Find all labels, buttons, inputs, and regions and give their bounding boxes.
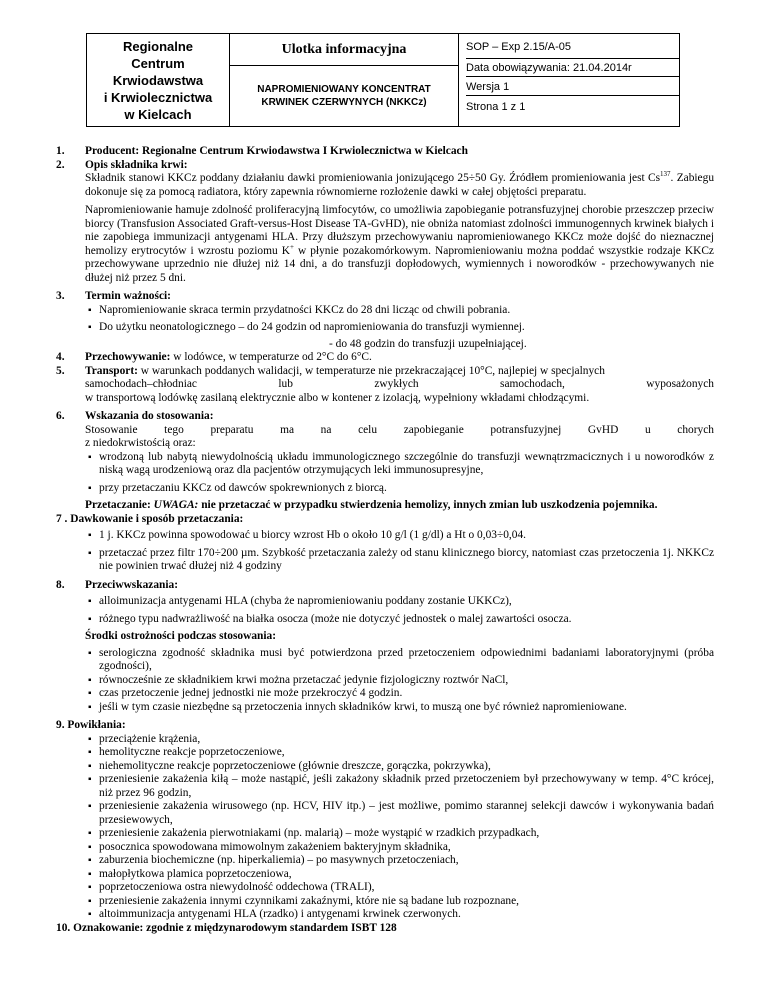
document-body bbox=[56, 145, 714, 935]
list-item: ▪ Napromieniowanie skraca termin przydatności KKCz do 28 dni licząc od chwili pobrania. bbox=[56, 304, 714, 318]
section-title: Termin ważności: bbox=[85, 290, 171, 302]
section-transport: 5. Transport: w warunkach poddanych walidacji, w temperaturze nie przekraczającej 10°C, najlepiej w specjalnych bbox=[56, 364, 605, 377]
section-title: Powikłania: bbox=[67, 719, 126, 731]
list-item: ▪ przeniesienie zakażenia wirusowego (np. HCV, HIV itp.) – jest możliwe, pomimo starannej selekcji dawców i wykonywania badań przesiewowych, bbox=[56, 800, 714, 827]
subsection-title: Środki ostrożności podczas stosowania: bbox=[85, 630, 277, 642]
list-item: ▪ różnego typu nadwrażliwość na białka osocza (może nie dotyczyć jednostek o malej zawartości osocza. bbox=[56, 613, 714, 627]
justified-line: Stosowanie tego preparatu ma na celu zapobieganie potransfuzyjnej GvHD u chorych bbox=[85, 423, 714, 436]
bullet-list bbox=[56, 647, 714, 715]
org-line: Regionalne bbox=[122, 38, 194, 54]
list-item: ▪ przy przetaczaniu KKCz od dawców spokrewnionych z biorcą. bbox=[56, 482, 714, 496]
organization-cell bbox=[87, 34, 230, 126]
section-title: Oznakowanie: zgodnie z międzynarodowym standardem ISBT 128 bbox=[73, 921, 397, 934]
document-header bbox=[86, 33, 680, 127]
bullet-list bbox=[56, 529, 714, 574]
justified-line: samochodach–chłodniac lub zwykłych samochodach, wyposażonych bbox=[85, 378, 714, 390]
divider bbox=[466, 95, 679, 96]
product-line: NAPROMIENIOWANY KONCENTRAT bbox=[257, 84, 431, 95]
section-labeling: 10. Oznakowanie: zgodnie z międzynarodowym standardem ISBT 128 bbox=[56, 921, 397, 934]
org-line: Krwiodawstwa bbox=[112, 72, 204, 88]
list-item: ▪ wrodzoną lub nabytą niewydolnością układu immunologicznego szczególnie do transfuzji wewnątrzmacicznych i u noworodków z niską wagą urodzeniową oraz dla pacjentów otrzymujących leki immunosupresyjne, bbox=[56, 451, 714, 478]
list-item: ▪ poprzetoczeniowa ostra niewydolność oddechowa (TRALI), bbox=[56, 881, 714, 895]
list-item: ▪ serologiczna zgodność składnika musi być potwierdzona przed przetoczeniem odpowiednimi badaniami laboratoryjnymi (próba zgodności), bbox=[56, 647, 714, 674]
list-item: ▪ małopłytkowa plamica poprzetoczeniowa, bbox=[56, 868, 714, 882]
list-item: ▪ przeciążenie krążenia, bbox=[56, 733, 714, 747]
product-line: KRWINEK CZERWYNYCH (NKKCz) bbox=[261, 97, 427, 108]
section-description: 2. Opis składnika krwi: bbox=[56, 158, 188, 171]
paragraph: w transportową lodówkę zasilaną elektrycznie albo w kontener z izolacją, wypełniony wkładami chłodzącymi. bbox=[85, 391, 590, 404]
paragraph: Napromieniowanie hamuje zdolność proliferacyjną limfocytów, co umożliwia zapobieganie potransfuzyjnej chorobie przeszczep przeciw biorcy (Transfusion Associated Graft-versus-Host Disease TA-GvHD), nie obniża natomiast zdolności immunogennych krwinek białych i nie zapobiega immunizacji antygenami HLA. Przy dłuższym przechowywaniu napromieniowanego KKCz może dojść do nieznacznej hemolizy erytrocytów i wzrostu poziomu K+ w płynie pozakomórkowym. Napromieniowaniu można poddać wszystkie rodzaje KKCz przechowywane uprzednio nie dłużej niż 14 dni, a do transfuzji dopłodowych, wymiennych i noworodków - przechowywanych nie dłużej niż przez 5 dni. bbox=[85, 204, 714, 284]
list-item: ▪ przeniesienie zakażenia innymi czynnikami zakaźnymi, które nie są badane lub rozpoznane, bbox=[56, 895, 714, 909]
section-title: Przeciwwskazania: bbox=[85, 578, 178, 591]
list-item: ▪ alloimunizacja antygenami HLA (chyba że napromieniowaniu poddany zostanie UKKCz), bbox=[56, 595, 714, 609]
section-producer: 1. Producent: Regionalne Centrum Krwiodawstwa I Krwiolecznictwa w Kielcach bbox=[56, 145, 468, 157]
version: Wersja 1 bbox=[466, 81, 510, 93]
list-item: ▪ niehemolityczne reakcje poprzetoczeniowe (głównie dreszcze, gorączka, pokrzywka), bbox=[56, 760, 714, 774]
org-line: w Kielcach bbox=[124, 106, 192, 122]
list-item: ▪ czas przetoczenie jednej jednostki nie może przekroczyć 4 godzin. bbox=[56, 687, 714, 701]
paragraph: Składnik stanowi KKCz poddany działaniu dawki promieniowania jonizującego 25÷50 Gy. Źródłem promieniowania jest Cs$^{137}$. Zabiegu dokonuje się za pomocą radiatora, który zapewnia równomierne rozłożenie dawki w całej objętości preparatu. bbox=[85, 170, 715, 198]
section-storage: 4. Przechowywanie: w lodówce, w temperaturze od 2°C do 6°C. bbox=[56, 351, 372, 363]
section-complications: 9. Powikłania: bbox=[56, 719, 126, 731]
list-item: ▪ równocześnie ze składnikiem krwi można przetaczać jedynie fizjologiczny roztwór NaCl, bbox=[56, 674, 714, 688]
divider bbox=[466, 58, 679, 59]
list-item: ▪ altoimmunizacja antygenami HLA (rzadko) i antygenami krwinek czerwonych. bbox=[56, 908, 714, 922]
list-item: ▪ posocznica spowodowana mimowolnym zakażeniem bakteryjnym składnika, bbox=[56, 841, 714, 855]
list-continuation: - do 48 godzin do transfuzji uzupełniającej. bbox=[329, 337, 527, 350]
list-item: ▪ jeśli w tym czasie niezbędne są przetoczenia innych składników krwi, to muszą one być również napromieniowane. bbox=[56, 701, 714, 715]
list-item: ▪ hemolityczne reakcje poprzetoczeniowe, bbox=[56, 746, 714, 760]
section-expiry: 3. Termin ważności: bbox=[56, 290, 171, 302]
list-item: ▪ zaburzenia biochemiczne (np. hiperkaliemia) – po masywnych przetoczeniach, bbox=[56, 854, 714, 868]
meta-cell bbox=[459, 34, 679, 126]
validity-date: Data obowiązywania: 21.04.2014r bbox=[466, 62, 632, 74]
org-line: Centrum bbox=[131, 55, 185, 71]
org-line: i Krwiolecznictwa bbox=[103, 89, 213, 105]
document-title: Ulotka informacyjna bbox=[230, 34, 458, 66]
list-item: ▪ przeniesienie zakażenia pierwotniakami (np. malarią) – może wystąpić w rzadkich przypadkach, bbox=[56, 827, 714, 841]
list-item: ▪ 1 j. KKCz powinna spowodować u biorcy wzrost Hb o około 10 g/l (1 g/dl) a Ht o 0,03÷0,04. bbox=[56, 529, 714, 543]
section-indications: 6. Wskazania do stosowania: bbox=[56, 410, 214, 422]
section-title: Opis składnika krwi: bbox=[85, 158, 188, 171]
section-title: Dawkowanie i sposób przetaczania: bbox=[70, 512, 244, 525]
bullet-list bbox=[56, 595, 714, 626]
bullet-list bbox=[56, 451, 714, 496]
paragraph: z niedokrwistością oraz: bbox=[85, 437, 196, 449]
list-item: ▪ przetaczać przez filtr 170÷200 µm. Szybkość przetaczania zależy od stanu klinicznego biorcy, natomiast czas przetoczenia 1j. NKKCz nie powinien trwać dłużej niż 4 godziny bbox=[56, 547, 714, 574]
page-number: Strona 1 z 1 bbox=[466, 101, 526, 113]
section-title: Producent: Regionalne Centrum Krwiodawstwa I Krwiolecznictwa w Kielcach bbox=[85, 145, 468, 157]
bullet-list bbox=[56, 733, 714, 922]
divider bbox=[466, 76, 679, 77]
list-item: ▪ Do użytku neonatologicznego – do 24 godzin od napromieniowania do transfuzji wymiennej. bbox=[56, 321, 714, 335]
list-item: ▪ przeniesienie zakażenia kiłą – może nastąpić, jeśli zakażony składnik przed przetoczeniem był przechowywany w temp. 4°C krócej, niż przez 96 godzin, bbox=[56, 773, 714, 800]
section-dosage: 7 . Dawkowanie i sposób przetaczania: bbox=[56, 512, 244, 525]
bullet-list bbox=[56, 304, 714, 335]
warning: Przetaczanie: UWAGA: nie przetaczać w przypadku stwierdzenia hemolizy, innych zmian lub uszkodzenia pojemnika. bbox=[85, 499, 658, 511]
product-name bbox=[230, 66, 458, 126]
section-title: Wskazania do stosowania: bbox=[85, 410, 214, 422]
section-contraindications: 8. Przeciwwskazania: bbox=[56, 578, 178, 591]
sop-code: SOP – Exp 2.15/A-05 bbox=[466, 41, 571, 53]
title-cell bbox=[230, 34, 459, 126]
